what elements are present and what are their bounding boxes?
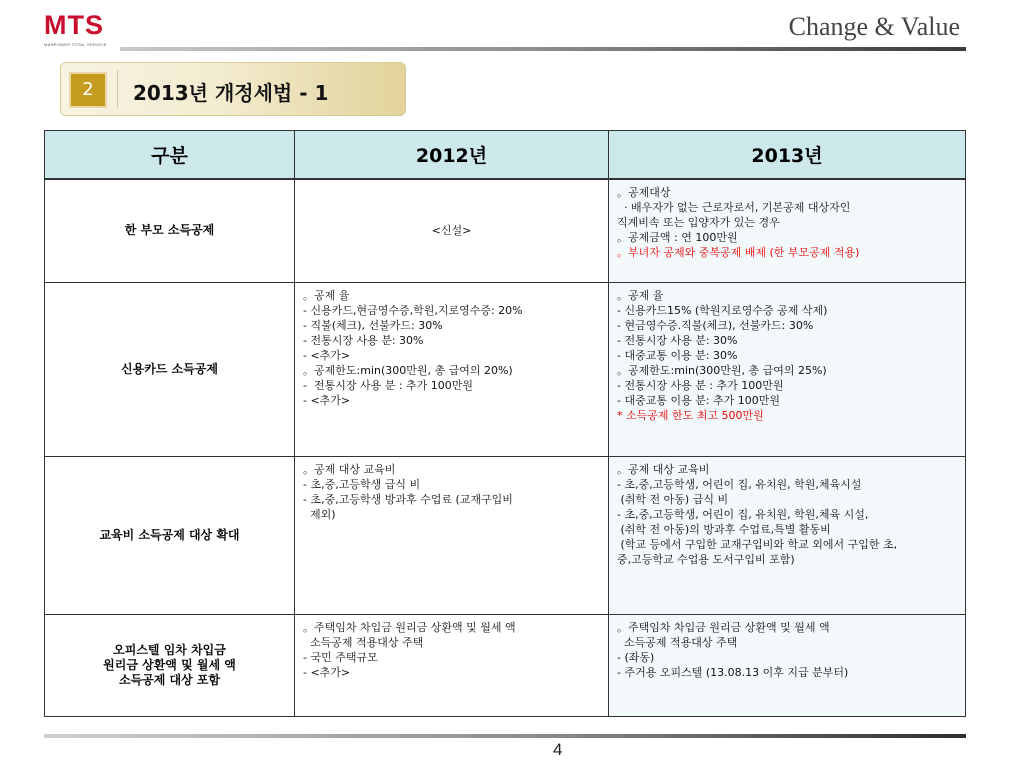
text-line: 。공제한도:min(300만원, 총 급여의 20%): [303, 363, 513, 377]
cell-content: [609, 457, 965, 572]
cell-content: [295, 218, 608, 243]
row-label: [45, 179, 295, 282]
text-line: - 현금영수증.직불(체크), 선불카드: 30%: [617, 318, 814, 332]
text-line: 원리금 상환액 및 월세 액: [103, 657, 236, 672]
top-divider: [120, 47, 966, 51]
page-number: 4: [553, 740, 563, 759]
mts-logo: [44, 12, 118, 48]
text-line: 오피스텔 임차 차입금: [113, 642, 226, 657]
cell-content: [295, 615, 608, 685]
text-line: - <추가>: [303, 665, 351, 679]
cell-2013: [609, 614, 966, 716]
text-line: (취학 전 아동) 급식 비: [617, 492, 729, 506]
text-line: - <추가>: [303, 348, 351, 362]
text-line: · 배우자가 없는 근로자로서, 기본공제 대상자인: [617, 201, 851, 214]
row-label: [45, 614, 295, 716]
text-line: 。주택임차 차입금 원리금 상환액 및 월세 액: [617, 620, 830, 634]
text-line: - 초,중,고등학생, 어린이 집, 유치원, 학원,체육 시설,: [617, 507, 869, 521]
cell-2013: [609, 282, 966, 456]
table-header-row: [45, 131, 966, 180]
section-number-badge: 2: [69, 72, 107, 108]
text-line: - <추가>: [303, 393, 351, 407]
text-line: - 초,중,고등학생 방과후 수업료 (교재구입비: [303, 492, 513, 506]
text-line: 。공제 율: [617, 288, 664, 302]
logo-main-text: MTS: [44, 10, 104, 40]
text-line: 중,고등학교 수업용 도서구입비 포함): [617, 552, 795, 566]
text-line: 。공제 율: [303, 288, 350, 302]
text-line: - 신용카드,현금영수증,학원,지로영수증: 20%: [303, 303, 523, 317]
text-line: - 전통시장 사용 분: 30%: [303, 333, 424, 347]
text-line: 직계비속 또는 입양자가 있는 경우: [617, 216, 780, 229]
cell-content: [609, 283, 965, 428]
text-line: 소득공제 대상 포함: [118, 672, 221, 687]
text-line: 소득공제 적용대상 주택: [617, 635, 738, 649]
cell-content: [45, 638, 294, 693]
table-row: [45, 614, 966, 716]
text-line: 교육비 소득공제 대상 확대: [99, 527, 240, 542]
text-line: 한 부모 소득공제: [124, 223, 215, 238]
text-line: 。주택임차 차입금 원리금 상환액 및 월세 액: [303, 620, 516, 634]
header-2012: 2012년: [295, 131, 609, 180]
text-line: 。공제금액 : 연 100만원: [617, 231, 738, 244]
text-line: 。공제대상: [617, 186, 671, 199]
cell-2012: [295, 282, 609, 456]
text-line: - 대중교통 이용 분: 추가 100만원: [617, 393, 781, 407]
text-line: - 전통시장 사용 분 : 추가 100만원: [617, 378, 784, 392]
cell-2012: [295, 179, 609, 282]
text-line: - 초,중,고등학생, 어린이 집, 유치원, 학원,체육시설: [617, 477, 862, 491]
text-line: - 전통시장 사용 분: 30%: [617, 333, 738, 347]
tax-change-table: [44, 130, 966, 717]
text-line: 소득공제 적용대상 주택: [303, 635, 424, 649]
text-line: - 주거용 오피스텔 (13.08.13 이후 지급 분부터): [617, 665, 849, 679]
text-line: - 대중교통 이용 분: 30%: [617, 348, 738, 362]
text-line: - 초,중,고등학생 급식 비: [303, 477, 421, 491]
text-line: 。공제 대상 교육비: [303, 462, 396, 476]
cell-2013: [609, 456, 966, 614]
row-label: [45, 456, 295, 614]
cell-content: [45, 218, 294, 243]
text-line: (학교 등에서 구입한 교재구입비와 학교 외에서 구입한 초,: [617, 537, 898, 551]
slogan: Change & Value: [788, 12, 960, 41]
cell-content: [609, 180, 965, 265]
cell-content: [295, 283, 608, 413]
cell-2012: [295, 614, 609, 716]
logo-subtitle: MANPOWER TOTAL SERVICE: [44, 42, 107, 47]
text-line: 。공제한도:min(300만원, 총 급여의 25%): [617, 363, 827, 377]
table-row: [45, 179, 966, 282]
highlight-line: * 소득공제 한도 최고 500만원: [617, 408, 764, 422]
cell-content: [45, 357, 294, 382]
highlight-line: 。부녀자 공제와 중복공제 배제 (한 부모공제 적용): [617, 246, 860, 259]
text-line: 제외): [303, 507, 336, 521]
cell-content: [609, 615, 965, 685]
cell-2013: [609, 179, 966, 282]
text-line: - 전통시장 사용 분 : 추가 100만원: [303, 378, 474, 392]
text-line: <신설>: [431, 224, 472, 238]
header-2013: 2013년: [609, 131, 966, 180]
text-line: 。공제 대상 교육비: [617, 462, 710, 476]
text-line: 신용카드 소득공제: [121, 361, 218, 376]
text-line: - (좌동): [617, 650, 655, 664]
text-line: - 직불(체크), 선불카드: 30%: [303, 318, 443, 332]
cell-content: [295, 457, 608, 527]
table-row: [45, 282, 966, 456]
page-title: 2013년 개정세법 - 1: [133, 81, 329, 105]
text-line: - 신용카드15% (학원지로영수증 공제 삭제): [617, 303, 828, 317]
cell-content: [45, 523, 294, 548]
cell-2012: [295, 456, 609, 614]
title-separator: [117, 70, 118, 108]
bottom-divider: [44, 734, 966, 738]
table-row: [45, 456, 966, 614]
logo-wordmark: [44, 10, 104, 40]
row-label: [45, 282, 295, 456]
header-category: 구분: [45, 131, 295, 180]
text-line: - 국민 주택규모: [303, 650, 378, 664]
text-line: (취학 전 아동)의 방과후 수업료,특별 활동비: [617, 522, 831, 536]
